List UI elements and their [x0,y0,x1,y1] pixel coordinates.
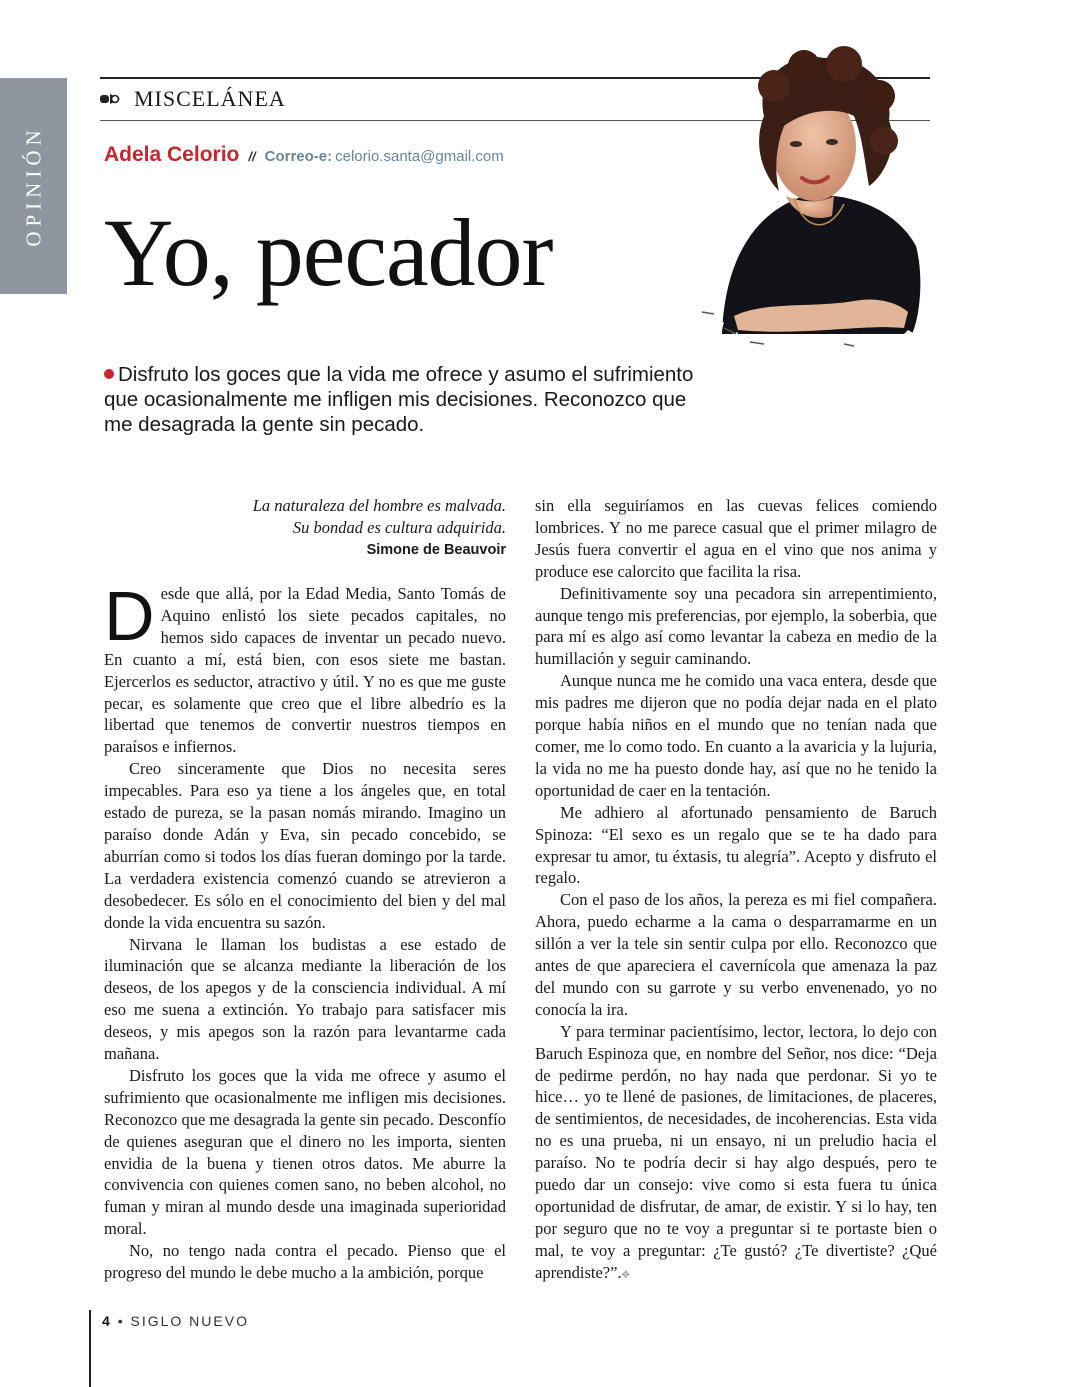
lead-text: Disfruto los goces que la vida me ofrece y asumo el sufrimiento que ocasionalmente me infligen mis decisiones. Reconozco que me desagrada la gente sin pecado. [104,363,694,436]
section-tab-label: OPINIÓN [21,125,45,247]
page-number: 4 [102,1313,112,1329]
epigraph-line-2: Su bondad es cultura adquirida. [292,518,506,537]
publication-name: SIGLO NUEVO [130,1313,249,1329]
body-column-2 [535,495,937,1287]
section-label: MISCELÁNEA [134,86,286,111]
epigraph-line-1: La naturaleza del hombre es malvada. [252,496,506,515]
arrow-bullet-icon [100,92,124,106]
body-paragraph: Me adhiero al afortunado pensamiento de Baruch Spinoza: “El sexo es un regalo que se te ha dado para expresar tu amor, tu éxtasis, tu alegría”. Acepto y disfruto el regalo. [535,802,937,888]
body-paragraph: Definitivamente soy una pecadora sin arrepentimiento, aunque tengo mis preferencias, por ejemplo, la soberbia, que para mí es algo así como levantar la cabeza en medio de la humillación y seguir caminando. [535,583,937,669]
body-paragraph: Aunque nunca me he comido una vaca entera, desde que mis padres me dijeron que no podía dejar nada en el plato porque había niños en el mundo que no tenían nada que comer, me lo como todo. En cuanto a la avaricia y la lujuria, la vida no me ha puesto donde hay, así que no he tenido la oportunidad de caer en la tentación. [535,671,937,800]
body-paragraph: Disfruto los goces que la vida me ofrece y asumo el sufrimiento que ocasionalmente me infligen mis decisiones. Reconozco que me desagrada la gente sin pecado. Desconfío de quienes aseguran que el dinero no les importa, sienten envidia de la buena y tienen otros datos. Me aburre la convivencia con quienes comen sano, no beben alcohol, no fuman y miran al mundo desde una imaginada superioridad moral. [104,1065,506,1239]
article-title: Yo, pecador [104,199,553,306]
section-tab [0,78,67,294]
lead-bullet-icon [104,369,114,379]
body-paragraph: Desde que allá, por la Edad Media, Santo Tomás de Aquino enlistó los siete pecados capitales, no hemos sido capaces de inventar un pecado nuevo. En cuanto a mí, está bien, con esos siete me bastan. Ejercerlos es seductor, atractivo y útil. Y no es que me guste pecar, es solamente que creo que el libre albedrío es la libertad que tenemos de convertir nuestros tiempos en paraísos e infiernos. [104,577,506,757]
article-lead [104,362,704,437]
epigraph-source: Simone de Beauvoir [366,542,506,558]
body-paragraph: Creo sinceramente que Dios no necesita seres impecables. Para eso ya tiene a los ángeles que, en total estado de pureza, se la pasan nomás mirando. Imagino un paraíso donde Adán y Eva, sin pecado concebido, se aburrían como si todos los días fueran domingo por la tarde. La verdadera existencia comenzó cuando se atrevieron a desobedecer. Es sólo en el conocimiento del bien y del mal donde la vida encuentra su sazón. [104,759,506,932]
folio-bullet: • [117,1313,125,1329]
body-paragraph: No, no tengo nada contra el pecado. Pienso que el progreso del mundo le debe mucho a la ambición, porque [104,1241,506,1283]
end-mark-icon: ✥ [621,1269,630,1281]
epigraph [104,495,506,561]
author-email: celorio.santa@gmail.com [335,148,504,165]
drop-cap: D [104,577,155,655]
page-folio [102,1313,249,1329]
body-column-1 [104,577,506,1284]
byline-separator: // [248,149,256,164]
byline [104,143,504,167]
body-paragraph: Y para terminar pacientísimo, lector, lectora, lo dejo con Baruch Espinoza que, en nombre del Señor, nos dice: “Deja de pedirme perdón, no hay nada que perdonar. Si yo te hice… yo te llené de pasiones, de limitaciones, de placeres, de sentimientos, de necesidades, de incoherencias. Esta vida no es una prueba, ni un ensayo, ni un preludio hacia el paraíso. No te podría decir si hay algo después, pero te puedo dar un consejo: vive como si esta fuera tu única oportunidad de disfrutar, de amar, de existir. Y si lo hay, ten por seguro que no te voy a preguntar si te portaste bien o mal, te voy a preguntar: ¿Te gustó? ¿Te divertiste? ¿Qué aprendiste?”.✥ [535,1021,937,1282]
body-paragraph-continued: sin ella seguiríamos en las cuevas felices comiendo lombrices. Y no me parece casual que el primer milagro de Jesús fuera convertir el agua en el vino que nos anima y produce ese calorcito que facilita la risa. [535,496,937,581]
body-paragraph: Con el paso de los años, la pereza es mi fiel compañera. Ahora, puedo echarme a la cama o desparramarme en un sillón a ver la tele sin sentir culpa por ello. Reconozco que antes de que apareciera el cavernícola que amenaza la paz del mundo con su garrote y su verbo envenenado, yo no conocía la ira. [535,890,937,1019]
author-name: Adela Celorio [104,143,240,166]
author-portrait [694,46,930,358]
body-paragraph: Nirvana le llaman los budistas a ese estado de iluminación que se alcanza mediante la liberación de los deseos, de los apegos y de la consciencia individual. A mí eso me suena a extinción. Yo trabajo para satisfacer mis deseos, y mis apegos son la razón para levantarme cada mañana. [104,934,506,1064]
footer-rule [89,1310,91,1387]
section-header [100,84,286,114]
email-label: Correo-e: [264,148,333,165]
